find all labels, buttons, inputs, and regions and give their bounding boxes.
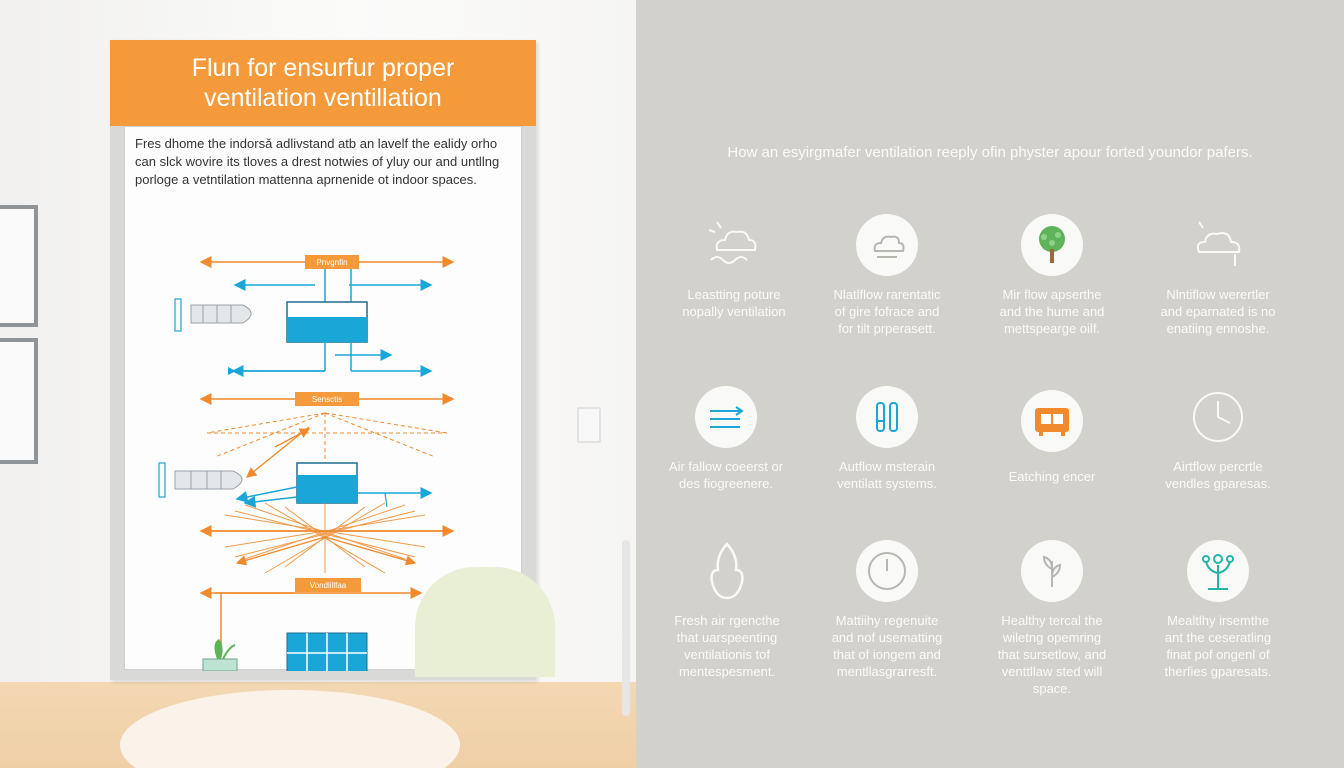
floor-stand [622, 540, 630, 716]
diagram-section-ventilation [201, 578, 421, 671]
caption-line: venttllaw sted will [1001, 664, 1103, 679]
caption-line: therfies gparesats. [1164, 664, 1272, 679]
benefit-item [807, 386, 967, 492]
wall-picture-frame [0, 205, 38, 327]
caption-line: vendles gparesas. [1165, 476, 1271, 491]
poster-title-line: ventilation ventillation [204, 84, 442, 112]
benefit-item [972, 214, 1132, 337]
poster-header [110, 40, 536, 126]
plant-icon [1187, 540, 1249, 602]
caption-line: Autflow msterain [838, 459, 936, 474]
cloud-icon [856, 214, 918, 276]
poster-title-line: Flun for ensurfur proper [191, 54, 455, 82]
diagram-label: Vondlillfaa [309, 581, 347, 590]
room-scene [0, 0, 636, 768]
benefit-item [1138, 540, 1298, 680]
benefit-caption [1138, 286, 1298, 337]
flame-icon [696, 540, 758, 602]
intro-line: porloge a vetntilation mattenna aprnenide ot indoor spaces. [135, 172, 477, 187]
tree-icon [1021, 214, 1083, 276]
intro-line: Fres dhome the indorsǎ adlivstand atb an lavelf the ealidy orho [135, 136, 498, 151]
caption-line: for tilt prperasett. [838, 321, 936, 336]
benefit-caption [647, 612, 807, 680]
air-unit-icon [1021, 390, 1083, 452]
caption-line: mentllasgrarresft. [836, 664, 938, 679]
caption-line: Airtflow percrtle [1173, 459, 1263, 474]
benefit-caption [646, 458, 806, 492]
benefit-caption [972, 468, 1132, 485]
caption-line: ant the ceseratling [1164, 630, 1272, 645]
benefit-caption [972, 286, 1132, 337]
caption-line: space. [1032, 681, 1072, 696]
caption-line: that sursetlow, and [997, 647, 1107, 662]
caption-line: Eatching encer [1008, 469, 1096, 484]
benefit-item [647, 540, 807, 680]
benefit-item [972, 390, 1132, 485]
diagram-label: Pnvgnfin [316, 258, 348, 267]
benefit-caption [1138, 612, 1298, 680]
caption-line: Healthy tercal the [1001, 613, 1103, 628]
plant-stand [203, 639, 237, 671]
caption-line: mettspearge oilf. [1003, 321, 1101, 336]
caption-line: Air fallow coeerst or [668, 459, 784, 474]
caption-line: Mir flow apserthe [1002, 287, 1102, 302]
caption-line: Leastting poture [687, 287, 781, 302]
gauge-icon [856, 540, 918, 602]
benefit-caption [972, 612, 1132, 697]
caption-line: that of iongem and [833, 647, 941, 662]
caption-line: Nlntiflow werertler [1166, 287, 1270, 302]
caption-line: ventilationis tof [684, 647, 770, 662]
intro-line: can slck wovire its tloves a drest notwies of yluy our and untllng [135, 154, 500, 169]
caption-line: and nof usematting [831, 630, 943, 645]
leaf-icon [1021, 540, 1083, 602]
panel-subtitle: How an esyirgmafer ventilation reeply ofin physter apour forted youndor pafers. [727, 144, 1253, 161]
benefit-caption [807, 458, 967, 492]
benefit-caption [807, 612, 967, 680]
caption-line: finat pof ongenl of [1166, 647, 1270, 662]
wall-switch [577, 407, 601, 443]
caption-line: of gire fofrace and [834, 304, 940, 319]
benefit-item [654, 214, 814, 320]
caption-line: Nlatlflow rarentatic [833, 287, 941, 302]
airflow-diagram [125, 127, 523, 671]
benefits-panel [636, 0, 1344, 768]
caption-line: wiletng opemring [1002, 630, 1102, 645]
benefit-item [807, 214, 967, 337]
diagram-section-sensors [159, 392, 453, 573]
duct-inlet [175, 299, 181, 331]
cloud-sun-icon [703, 214, 765, 276]
caption-line: and eparnated is no [1160, 304, 1276, 319]
benefit-item [972, 540, 1132, 697]
caption-line: and the hume and [999, 304, 1105, 319]
diagram-label: Sensctis [311, 395, 343, 404]
caption-line: ventilatt systems. [837, 476, 937, 491]
caption-line: enatiing ennoshe. [1166, 321, 1270, 336]
benefit-caption [654, 286, 814, 320]
filter-icon [856, 386, 918, 448]
diagram-section-intake [175, 255, 453, 371]
caption-line: Fresh air rgencthe [674, 613, 780, 628]
caption-line: Mealtlhy irsemthe [1167, 613, 1269, 628]
caption-line: that uarspeenting [676, 630, 778, 645]
caption-line: mentespesment. [678, 664, 776, 679]
clock-icon [1187, 386, 1249, 448]
ventilation-poster [110, 40, 536, 680]
benefit-caption [1138, 458, 1298, 492]
wall-picture-frame [0, 338, 38, 464]
caption-line: Mattiihy regenuite [835, 613, 939, 628]
duct-inlet [159, 463, 165, 497]
caption-line: des fiogreenere. [679, 476, 773, 491]
duct-pipe [191, 305, 251, 323]
benefit-item [1138, 386, 1298, 492]
benefit-item [646, 386, 806, 492]
caption-line: nopally ventilation [682, 304, 786, 319]
cloud-rain-icon [1187, 214, 1249, 276]
airflow-arrows-icon [695, 386, 757, 448]
benefit-item [807, 540, 967, 680]
benefit-item [1138, 214, 1298, 337]
benefit-caption [807, 286, 967, 337]
duct-pipe [175, 471, 242, 489]
poster-body [124, 126, 522, 670]
